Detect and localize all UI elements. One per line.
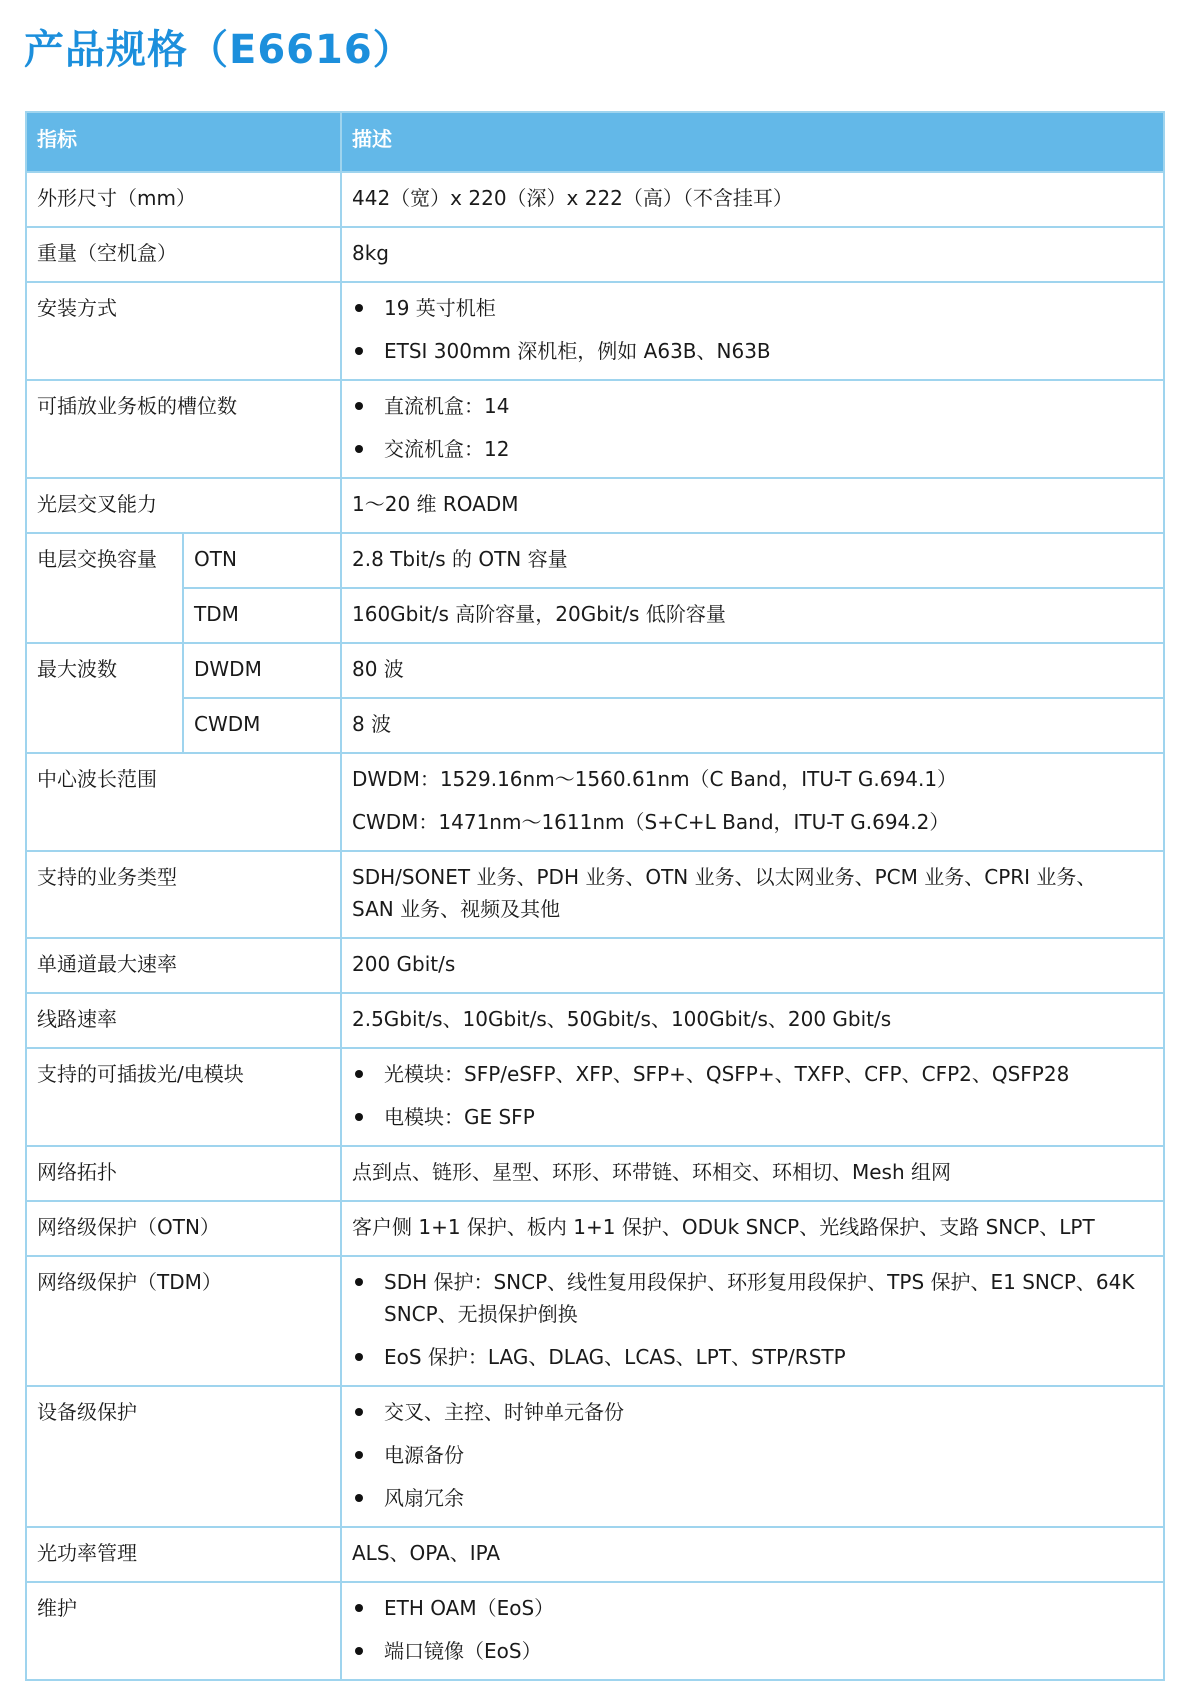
row-value bbox=[341, 282, 1164, 380]
table-row bbox=[26, 698, 1164, 753]
list-item: SDH 保护：SNCP、线性复用段保护、环形复用段保护、TPS 保护、E1 SNCP、64K SNCP、无损保护倒换 bbox=[352, 1266, 1153, 1330]
row-label: 光功率管理 bbox=[26, 1527, 341, 1582]
bullet-list bbox=[352, 1592, 1153, 1667]
row-label: 设备级保护 bbox=[26, 1386, 341, 1527]
text-line: SDH/SONET 业务、PDH 业务、OTN 业务、以太网业务、PCM 业务、CPRI 业务、 bbox=[352, 865, 1097, 889]
bullet-list bbox=[352, 292, 1153, 367]
row-value: ALS、OPA、IPA bbox=[341, 1527, 1164, 1582]
row-label: 网络拓扑 bbox=[26, 1146, 341, 1201]
bullet-list bbox=[352, 1266, 1153, 1373]
text-line: CWDM：1471nm～1611nm（S+C+L Band，ITU-T G.694.2） bbox=[352, 810, 950, 834]
table-row bbox=[26, 1201, 1164, 1256]
row-sublabel: OTN bbox=[183, 533, 341, 588]
row-value bbox=[341, 753, 1164, 851]
row-value bbox=[341, 1048, 1164, 1146]
spec-table bbox=[25, 111, 1165, 1681]
row-label: 单通道最大速率 bbox=[26, 938, 341, 993]
row-value: 客户侧 1+1 保护、板内 1+1 保护、ODUk SNCP、光线路保护、支路 SNCP、LPT bbox=[341, 1201, 1164, 1256]
row-value: 1～20 维 ROADM bbox=[341, 478, 1164, 533]
text-line: SAN 业务、视频及其他 bbox=[352, 897, 561, 921]
row-value bbox=[341, 1582, 1164, 1680]
row-label: 中心波长范围 bbox=[26, 753, 341, 851]
list-item: 交叉、主控、时钟单元备份 bbox=[352, 1396, 1153, 1428]
row-value bbox=[341, 380, 1164, 478]
row-label: 维护 bbox=[26, 1582, 341, 1680]
table-row bbox=[26, 533, 1164, 588]
row-label: 支持的可插拔光/电模块 bbox=[26, 1048, 341, 1146]
table-row bbox=[26, 643, 1164, 698]
row-value: 160Gbit/s 高阶容量，20Gbit/s 低阶容量 bbox=[341, 588, 1164, 643]
row-sublabel: DWDM bbox=[183, 643, 341, 698]
list-item: ETH OAM（EoS） bbox=[352, 1592, 1153, 1624]
row-label: 可插放业务板的槽位数 bbox=[26, 380, 341, 478]
table-row bbox=[26, 380, 1164, 478]
table-row bbox=[26, 753, 1164, 851]
list-item: EoS 保护：LAG、DLAG、LCAS、LPT、STP/RSTP bbox=[352, 1341, 1153, 1373]
row-label: 网络级保护（TDM） bbox=[26, 1256, 341, 1386]
row-label: 外形尺寸（mm） bbox=[26, 172, 341, 227]
table-row bbox=[26, 1386, 1164, 1527]
table-row bbox=[26, 993, 1164, 1048]
bullet-list bbox=[352, 1396, 1153, 1514]
list-item: 端口镜像（EoS） bbox=[352, 1635, 1153, 1667]
row-value: 8 波 bbox=[341, 698, 1164, 753]
table-row bbox=[26, 588, 1164, 643]
row-value: 2.8 Tbit/s 的 OTN 容量 bbox=[341, 533, 1164, 588]
row-label: 光层交叉能力 bbox=[26, 478, 341, 533]
row-value bbox=[341, 1386, 1164, 1527]
row-label: 支持的业务类型 bbox=[26, 851, 341, 938]
table-row bbox=[26, 1582, 1164, 1680]
table-row bbox=[26, 1527, 1164, 1582]
row-label: 最大波数 bbox=[26, 643, 183, 753]
table-row bbox=[26, 282, 1164, 380]
header-description: 描述 bbox=[341, 112, 1164, 172]
row-label: 安装方式 bbox=[26, 282, 341, 380]
text-line: DWDM：1529.16nm～1560.61nm（C Band，ITU-T G.694.1） bbox=[352, 767, 958, 791]
row-value: 80 波 bbox=[341, 643, 1164, 698]
row-value: 2.5Gbit/s、10Gbit/s、50Gbit/s、100Gbit/s、200 Gbit/s bbox=[341, 993, 1164, 1048]
list-item: 风扇冗余 bbox=[352, 1482, 1153, 1514]
row-label: 电层交换容量 bbox=[26, 533, 183, 643]
table-row bbox=[26, 1256, 1164, 1386]
list-item: ETSI 300mm 深机柜，例如 A63B、N63B bbox=[352, 335, 1153, 367]
list-item: 光模块：SFP/eSFP、XFP、SFP+、QSFP+、TXFP、CFP、CFP2、QSFP28 bbox=[352, 1058, 1153, 1090]
list-item: 电源备份 bbox=[352, 1439, 1153, 1471]
row-label: 网络级保护（OTN） bbox=[26, 1201, 341, 1256]
table-header-row bbox=[26, 112, 1164, 172]
row-label: 线路速率 bbox=[26, 993, 341, 1048]
row-label: 重量（空机盒） bbox=[26, 227, 341, 282]
table-row bbox=[26, 227, 1164, 282]
list-item: 交流机盒：12 bbox=[352, 433, 1153, 465]
table-row bbox=[26, 1146, 1164, 1201]
row-value bbox=[341, 1256, 1164, 1386]
table-row bbox=[26, 478, 1164, 533]
row-value: 200 Gbit/s bbox=[341, 938, 1164, 993]
list-item: 直流机盒：14 bbox=[352, 390, 1153, 422]
header-indicator: 指标 bbox=[26, 112, 341, 172]
row-value: 8kg bbox=[341, 227, 1164, 282]
row-sublabel: CWDM bbox=[183, 698, 341, 753]
list-item: 电模块：GE SFP bbox=[352, 1101, 1153, 1133]
bullet-list bbox=[352, 390, 1153, 465]
table-row bbox=[26, 938, 1164, 993]
row-value: 442（宽）x 220（深）x 222（高）（不含挂耳） bbox=[341, 172, 1164, 227]
list-item: 19 英寸机柜 bbox=[352, 292, 1153, 324]
bullet-list bbox=[352, 1058, 1153, 1133]
row-sublabel: TDM bbox=[183, 588, 341, 643]
table-row bbox=[26, 172, 1164, 227]
table-row bbox=[26, 1048, 1164, 1146]
row-value bbox=[341, 851, 1164, 938]
row-value: 点到点、链形、星型、环形、环带链、环相交、环相切、Mesh 组网 bbox=[341, 1146, 1164, 1201]
table-row bbox=[26, 851, 1164, 938]
page-title: 产品规格（E6616） bbox=[24, 27, 414, 73]
